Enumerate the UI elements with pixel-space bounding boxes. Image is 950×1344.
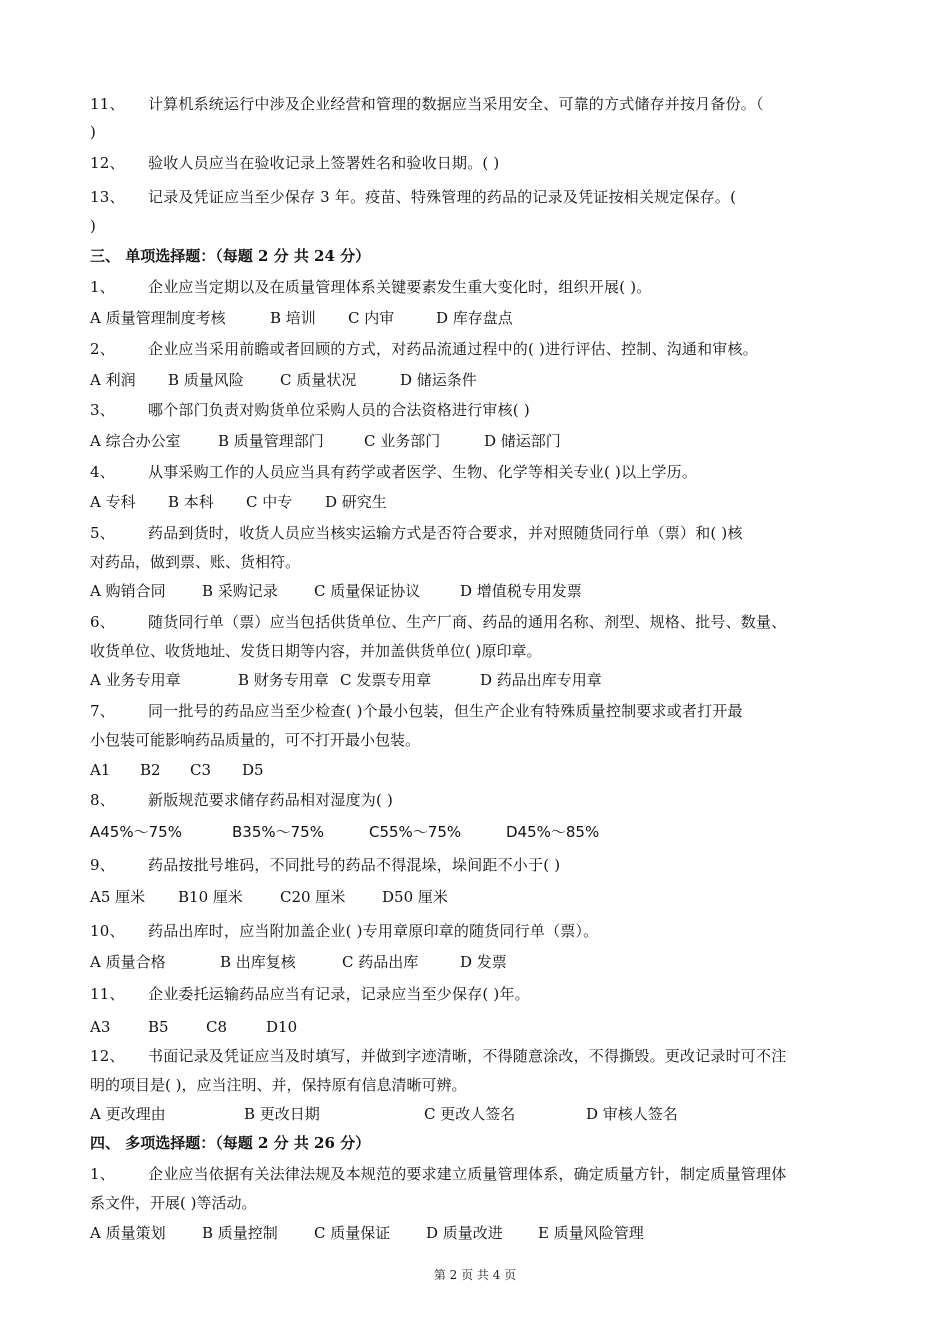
option-d: D 审核人签名 bbox=[586, 1105, 678, 1123]
option-b: B35%～75% bbox=[232, 823, 324, 841]
s3-question-6-cont: 收货单位、收货地址、发货日期等内容，并加盖供货单位( )原印章。 bbox=[90, 642, 542, 660]
option-a: A 综合办公室 bbox=[90, 432, 181, 450]
tf-question-13: 13、 记录及凭证应当至少保存 3 年。疫苗、特殊管理的药品的记录及凭证按相关规定保存。( bbox=[90, 188, 737, 206]
s3-question-2-options bbox=[90, 370, 477, 390]
option-b: B 更改日期 bbox=[244, 1105, 320, 1123]
s3-question-7: 7、 同一批号的药品应当至少检查( )个最小包装，但生产企业有特殊质量控制要求或者打开最 bbox=[90, 702, 743, 720]
s3-question-8-options bbox=[90, 822, 599, 842]
s4-question-1-options bbox=[90, 1223, 644, 1243]
option-b: B 本科 bbox=[168, 493, 214, 511]
option-c: C 质量保证 bbox=[314, 1224, 391, 1242]
option-d: D50 厘米 bbox=[382, 888, 448, 906]
s3-question-5-cont: 对药品，做到票、账、货相符。 bbox=[90, 553, 301, 571]
option-b: B 质量管理部门 bbox=[218, 432, 324, 450]
s3-question-10: 10、 药品出库时，应当附加盖企业( )专用章原印章的随货同行单（票）。 bbox=[90, 922, 599, 940]
s3-question-12-options bbox=[90, 1104, 678, 1124]
option-b: B 财务专用章 bbox=[238, 671, 329, 689]
tf-question-11-cont: ) bbox=[90, 123, 96, 141]
option-d: D 增值税专用发票 bbox=[460, 582, 582, 600]
option-a: A 质量管理制度考核 bbox=[90, 309, 226, 327]
s3-question-10-options bbox=[90, 952, 507, 972]
option-c: C 药品出库 bbox=[342, 953, 419, 971]
s3-question-8: 8、 新版规范要求储存药品相对湿度为( ) bbox=[90, 791, 394, 809]
option-b: B 出库复核 bbox=[220, 953, 296, 971]
option-c: C 业务部门 bbox=[364, 432, 441, 450]
option-a: A 购销合同 bbox=[90, 582, 166, 600]
option-a: A 质量策划 bbox=[90, 1224, 166, 1242]
tf-question-13-cont: ) bbox=[90, 217, 96, 235]
section4-title: 四、 多项选择题：（每题 2 分 共 26 分） bbox=[90, 1134, 371, 1152]
option-d: D 发票 bbox=[460, 953, 507, 971]
s3-question-4-options bbox=[90, 492, 387, 512]
s3-question-9-options bbox=[90, 887, 448, 907]
option-a: A45%～75% bbox=[90, 823, 182, 841]
section3-title: 三、 单项选择题：（每题 2 分 共 24 分） bbox=[90, 247, 371, 265]
option-c: C3 bbox=[190, 761, 212, 779]
option-c: C 内审 bbox=[348, 309, 395, 327]
s3-question-1-options bbox=[90, 308, 513, 328]
s3-question-11: 11、 企业委托运输药品应当有记录，记录应当至少保存( )年。 bbox=[90, 985, 530, 1003]
option-c: C 质量状况 bbox=[280, 371, 357, 389]
option-a: A1 bbox=[90, 761, 111, 779]
s3-question-6-options bbox=[90, 670, 602, 690]
option-e: E 质量风险管理 bbox=[538, 1224, 644, 1242]
s3-question-7-options bbox=[90, 760, 264, 780]
option-b: B5 bbox=[148, 1018, 169, 1036]
option-b: B2 bbox=[140, 761, 161, 779]
option-d: D45%～85% bbox=[506, 823, 600, 841]
s3-question-5: 5、 药品到货时，收货人员应当核实运输方式是否符合要求，并对照随货同行单（票）和( )核 bbox=[90, 524, 743, 542]
page-footer: 第 2 页 共 4 页 bbox=[433, 1268, 517, 1282]
option-c: C 更改人签名 bbox=[424, 1105, 516, 1123]
s3-question-12: 12、 书面记录及凭证应当及时填写，并做到字迹清晰，不得随意涂改，不得撕毁。更改记录时可不注 bbox=[90, 1047, 787, 1065]
s3-question-9: 9、 药品按批号堆码，不同批号的药品不得混垛，垛间距不小于( ) bbox=[90, 856, 561, 874]
option-b: B10 厘米 bbox=[178, 888, 243, 906]
s3-question-6: 6、 随货同行单（票）应当包括供货单位、生产厂商、药品的通用名称、剂型、规格、批号、数量、 bbox=[90, 613, 787, 631]
s4-question-1-cont: 系文件，开展( )等活动。 bbox=[90, 1194, 257, 1212]
option-b: B 质量风险 bbox=[168, 371, 244, 389]
option-a: A3 bbox=[90, 1018, 111, 1036]
s3-question-4: 4、 从事采购工作的人员应当具有药学或者医学、生物、化学等相关专业( )以上学历。 bbox=[90, 463, 698, 481]
option-c: C20 厘米 bbox=[280, 888, 346, 906]
s3-question-3-options bbox=[90, 431, 561, 451]
s3-question-7-cont: 小包装可能影响药品质量的，可不打开最小包装。 bbox=[90, 731, 421, 749]
option-d: D 药品出库专用章 bbox=[480, 671, 602, 689]
option-d: D 库存盘点 bbox=[436, 309, 513, 327]
tf-question-11: 11、 计算机系统运行中涉及企业经营和管理的数据应当采用安全、可靠的方式储存并按月备份。（ bbox=[90, 95, 764, 113]
s3-question-5-options bbox=[90, 581, 582, 601]
option-d: D 质量改进 bbox=[426, 1224, 503, 1242]
option-c: C 质量保证协议 bbox=[314, 582, 421, 600]
option-d: D 储运部门 bbox=[484, 432, 561, 450]
s3-question-2: 2、 企业应当采用前瞻或者回顾的方式，对药品流通过程中的( )进行评估、控制、沟通和审核。 bbox=[90, 340, 758, 358]
s3-question-12-cont: 明的项目是( )，应当注明、并，保持原有信息清晰可辨。 bbox=[90, 1076, 467, 1094]
option-a: A 业务专用章 bbox=[90, 671, 181, 689]
option-a: A5 厘米 bbox=[90, 888, 146, 906]
option-c: C 中专 bbox=[246, 493, 293, 511]
s3-question-11-options bbox=[90, 1017, 297, 1037]
option-c: C8 bbox=[206, 1018, 228, 1036]
option-a: A 专科 bbox=[90, 493, 136, 511]
option-d: D5 bbox=[242, 761, 264, 779]
option-b: B 培训 bbox=[270, 309, 316, 327]
option-b: B 采购记录 bbox=[202, 582, 278, 600]
option-c: C55%～75% bbox=[369, 823, 462, 841]
option-d: D 储运条件 bbox=[400, 371, 477, 389]
option-d: D10 bbox=[266, 1018, 298, 1036]
s3-question-1: 1、 企业应当定期以及在质量管理体系关键要素发生重大变化时，组织开展( )。 bbox=[90, 278, 652, 296]
option-b: B 质量控制 bbox=[202, 1224, 278, 1242]
option-d: D 研究生 bbox=[325, 493, 387, 511]
option-c: C 发票专用章 bbox=[340, 671, 432, 689]
s4-question-1: 1、 企业应当依据有关法律法规及本规范的要求建立质量管理体系，确定质量方针，制定质量管理体 bbox=[90, 1165, 787, 1183]
option-a: A 利润 bbox=[90, 371, 136, 389]
option-a: A 更改理由 bbox=[90, 1105, 166, 1123]
option-a: A 质量合格 bbox=[90, 953, 166, 971]
s3-question-3: 3、 哪个部门负责对购货单位采购人员的合法资格进行审核( ) bbox=[90, 401, 530, 419]
tf-question-12: 12、 验收人员应当在验收记录上签署姓名和验收日期。( ) bbox=[90, 154, 500, 172]
